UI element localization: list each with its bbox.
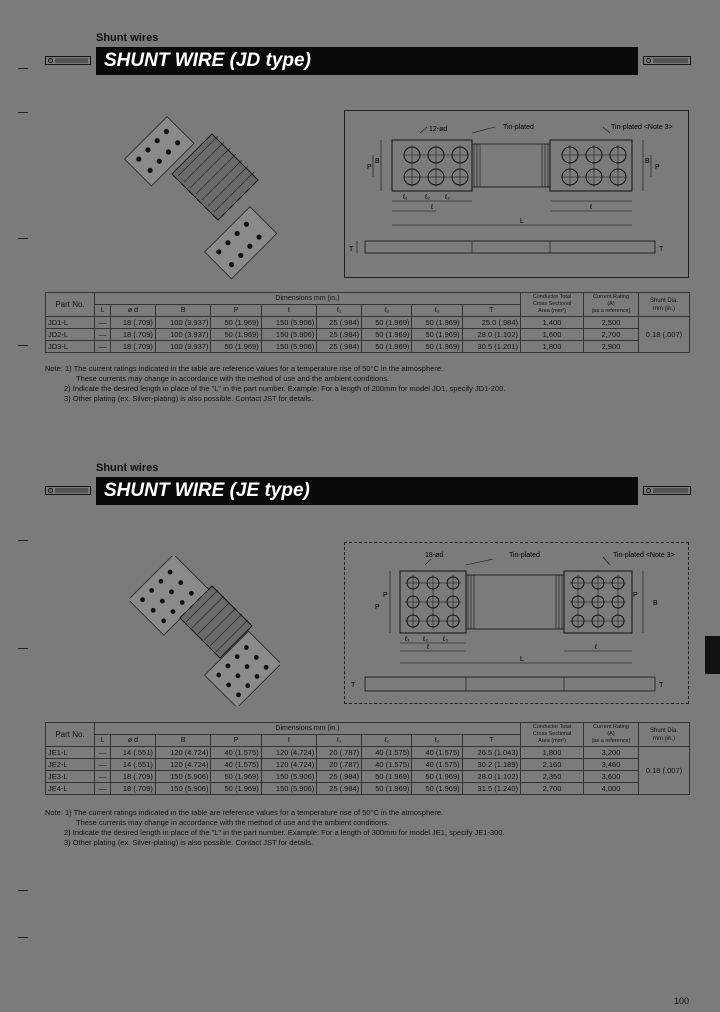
note-1: Note: 1) The current ratings indicated in the table are reference values for a temperature rise of 50°C in the atmosphere. — [45, 808, 444, 817]
note-1b: These currents may change in accordance with the method of use and the ambient conditions. — [76, 818, 390, 827]
col-ell2: ℓ₂ — [362, 735, 412, 747]
dim-p-label-right: P — [633, 592, 638, 599]
margin-tick — [18, 648, 28, 649]
col-l: L — [95, 305, 111, 317]
part-number: JE4-L — [46, 783, 95, 795]
holes-callout: 18-ød — [425, 552, 444, 559]
table-row: JD1-L — 18 (.709) 100 (3.937) 50 (1.969) 150 (5.906) 25 (.984) 50 (1.969) 50 (1.969) 25.0 (.984) 1,400 2,500 0.18 (.007) — [46, 317, 690, 329]
margin-tick — [18, 937, 28, 938]
dim-t-label: T — [349, 246, 354, 253]
jd-drawing-svg — [345, 111, 690, 279]
series-tag-left — [45, 56, 91, 65]
dim-l2-label: ℓ₂ — [423, 636, 428, 643]
dim-b-label-right: B — [645, 158, 650, 165]
part-number: JE2-L — [46, 759, 95, 771]
conductor-area-header: Conductor Total Cross Sectional Area (mm²) — [521, 293, 584, 317]
col-p: P — [211, 305, 261, 317]
dim-l-label-right: ℓ — [595, 644, 598, 651]
dim-b-label-right: B — [653, 600, 658, 607]
col-p: P — [211, 735, 261, 747]
dim-big-l-label: L — [520, 218, 524, 225]
dim-p-label: P — [375, 604, 380, 611]
jd-dimension-drawing — [344, 110, 689, 278]
margin-tick — [18, 890, 28, 891]
col-ell: ℓ — [261, 305, 317, 317]
dim-l1-label: ℓ₁ — [403, 194, 408, 201]
series-tag-left — [45, 486, 91, 495]
conductor-area-header: Conductor Total Cross Sectional Area (mm²) — [521, 723, 584, 747]
je-dimension-drawing — [344, 542, 689, 704]
page-number: 100 — [674, 996, 690, 1006]
note-2: 2) Indicate the desired length in place of the "L" in the part number. Example: For a length of 300mm for model JE1, specify JE1-300. — [64, 828, 505, 837]
section-label: Shunt wires — [96, 32, 159, 44]
table-row: JD2-L — 18 (.709) 100 (3.937) 50 (1.969) 150 (5.906) 25 (.984) 50 (1.969) 50 (1.969) 28.0 (1.102) 1,600 2,700 — [46, 329, 690, 341]
dim-l-label-right: ℓ — [590, 204, 593, 211]
note-1: Note: 1) The current ratings indicated in the table are reference values for a temperature rise of 50°C in the atmosphere. — [45, 364, 444, 373]
series-tag-right — [643, 56, 691, 65]
col-t: T — [462, 735, 520, 747]
col-ell1: ℓ₁ — [317, 735, 362, 747]
jd-notes — [45, 364, 505, 404]
jd-product-illustration — [120, 112, 280, 282]
tin-plated-callout: Tin-plated — [509, 552, 540, 559]
section-label: Shunt wires — [96, 462, 159, 474]
col-l: L — [95, 735, 111, 747]
dimensions-header: Dimensions mm (in.) — [95, 723, 521, 735]
col-t: T — [462, 305, 520, 317]
margin-tick — [18, 112, 28, 113]
part-no-header: Part No. — [46, 293, 95, 317]
col-ell1: ℓ₁ — [317, 305, 362, 317]
page-title: SHUNT WIRE (JE type) — [96, 477, 638, 505]
shunt-dia-value: 0.18 (.007) — [639, 317, 690, 353]
shunt-dia-header: Shunt Dia. mm (in.) — [639, 293, 690, 317]
part-number: JE1-L — [46, 747, 95, 759]
col-b: B — [155, 735, 211, 747]
side-index-tab — [705, 636, 720, 674]
dim-l3-label: ℓ₃ — [443, 636, 449, 643]
dim-t-label: T — [351, 682, 356, 689]
table-row: JE4-L — 18 (.709) 150 (5.906) 50 (1.969) 150 (5.906) 25 (.984) 50 (1.969) 50 (1.969) 31.5 (1.240) 2,700 4,000 — [46, 783, 690, 795]
margin-tick — [18, 540, 28, 541]
dim-l1-label: ℓ₁ — [405, 636, 410, 643]
part-number: JD2-L — [46, 329, 95, 341]
series-tag-right — [643, 486, 691, 495]
dim-l-label: ℓ — [427, 644, 430, 651]
page-title: SHUNT WIRE (JD type) — [96, 47, 638, 75]
note-1b: These currents may change in accordance with the method of use and the ambient conditions. — [76, 374, 390, 383]
current-rating-header: Current Rating (A) (as a reference) — [584, 723, 639, 747]
dim-b-label: B — [375, 158, 380, 165]
je-notes — [45, 808, 505, 848]
col-ell: ℓ — [261, 735, 317, 747]
part-number: JE3-L — [46, 771, 95, 783]
margin-tick — [18, 345, 28, 346]
table-row: JE3-L — 18 (.709) 150 (5.906) 50 (1.969) 150 (5.906) 25 (.984) 50 (1.969) 50 (1.969) 28.0 (1.102) 2,350 3,600 — [46, 771, 690, 783]
table-row: JD3-L — 18 (.709) 100 (3.937) 50 (1.969) 150 (5.906) 25 (.984) 50 (1.969) 50 (1.969) 30.5 (1.201) 1,800 2,900 — [46, 341, 690, 353]
shunt-dia-value: 0.18 (.007) — [639, 747, 690, 795]
je-spec-table — [45, 722, 690, 795]
je-drawing-svg — [345, 543, 690, 705]
holes-callout: 12-ød — [429, 126, 448, 133]
part-no-header: Part No. — [46, 723, 95, 747]
current-rating-header: Current Rating (A) (as a reference) — [584, 293, 639, 317]
part-number: JD1-L — [46, 317, 95, 329]
note-3: 3) Other plating (ex. Silver-plating) is also possible. Contact JST for details. — [64, 394, 314, 403]
je-product-illustration — [130, 556, 280, 706]
dim-p-label: P — [367, 164, 372, 171]
margin-tick — [18, 238, 28, 239]
dim-t-label-right: T — [659, 682, 664, 689]
table-row: JE1-L — 14 (.551) 120 (4.724) 40 (1.575) 120 (4.724) 20 (.787) 40 (1.575) 40 (1.575) 26.5 (1.043) 1,800 3,200 0.18 (.007) — [46, 747, 690, 759]
dim-l-label: ℓ — [431, 204, 434, 211]
dim-big-l-label: L — [520, 656, 524, 663]
dim-t-label-right: T — [659, 246, 664, 253]
tin-plated-note-callout: Tin-plated <Note 3> — [611, 124, 673, 131]
jd-spec-table — [45, 292, 690, 353]
col-ell2: ℓ₂ — [362, 305, 412, 317]
col-ell3: ℓ₃ — [412, 305, 462, 317]
margin-tick — [18, 68, 28, 69]
dim-p1-label: P — [383, 592, 388, 599]
tin-plated-callout: Tin-plated — [503, 124, 534, 131]
col-ell3: ℓ₃ — [412, 735, 462, 747]
dim-p-label-right: P — [655, 164, 660, 171]
tin-plated-note-callout: Tin-plated <Note 3> — [613, 552, 675, 559]
dim-l2b-label: ℓ₂ — [445, 194, 450, 201]
dim-l2-label: ℓ₂ — [425, 194, 430, 201]
shunt-dia-header: Shunt Dia. mm (in.) — [639, 723, 690, 747]
dimensions-header: Dimensions mm (in.) — [95, 293, 521, 305]
note-3: 3) Other plating (ex. Silver-plating) is also possible. Contact JST for details. — [64, 838, 314, 847]
col-d: ø d — [111, 735, 156, 747]
part-number: JD3-L — [46, 341, 95, 353]
col-b: B — [155, 305, 211, 317]
table-row: JE2-L — 14 (.551) 120 (4.724) 40 (1.575) 120 (4.724) 20 (.787) 40 (1.575) 40 (1.575) 30.2 (1.189) 2,160 3,460 — [46, 759, 690, 771]
col-d: ø d — [111, 305, 156, 317]
note-2: 2) Indicate the desired length in place of the "L" in the part number. Example: For a length of 200mm for model JD1, specify JD1-200. — [64, 384, 506, 393]
